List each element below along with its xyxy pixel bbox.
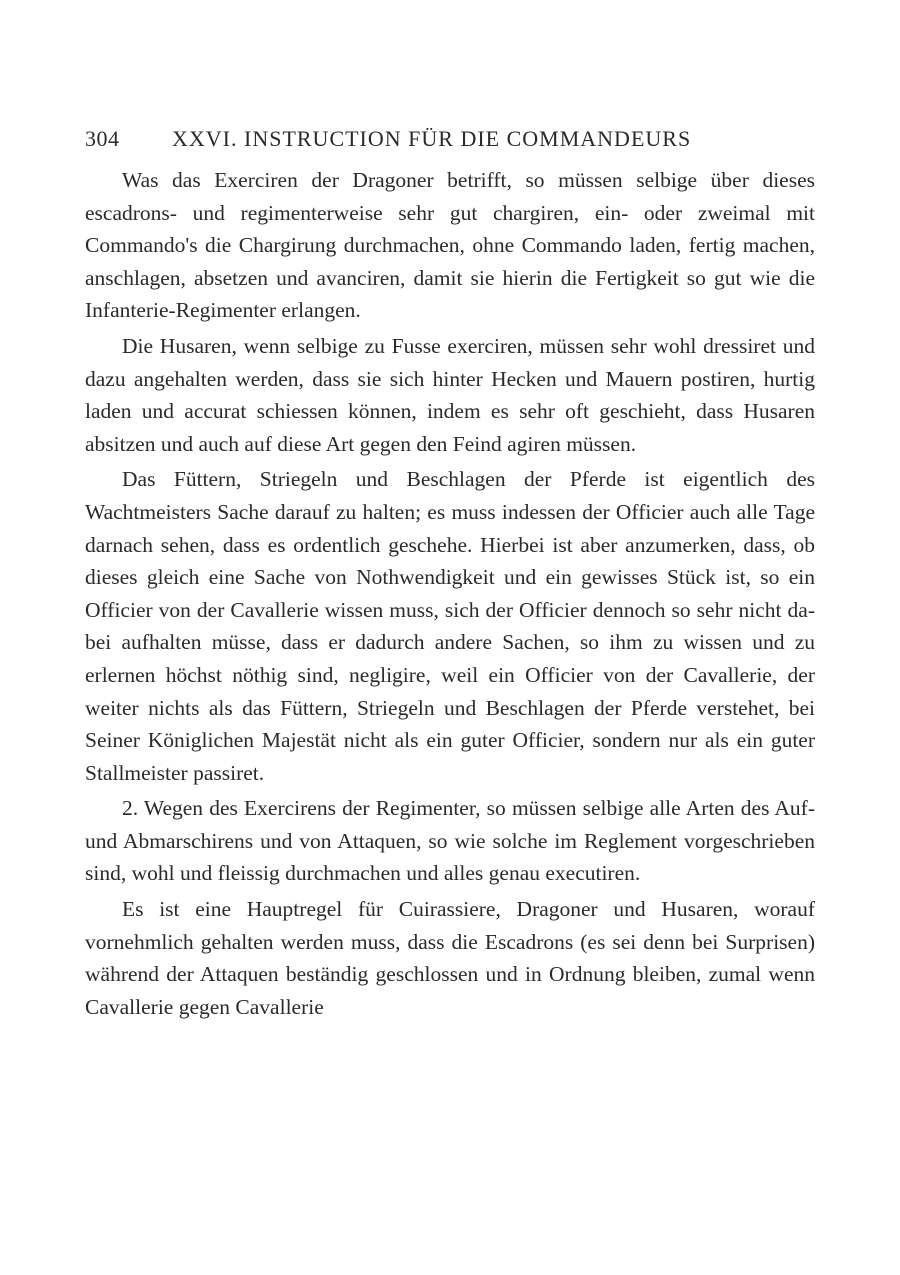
paragraph-dragoner-exercise: Was das Exerciren der Dragoner betrifft, so müssen selbige über dieses escadrons- und regimenterweise sehr gut chargiren, ein- oder zweimal mit Commando's die Chargirung durchmachen, ohne Commando laden, fertig machen, anschlagen, absetzen und avanciren, damit sie hierin die Fertigkeit so gut wie die Infanterie-Regimenter erlangen. [85, 168, 815, 323]
paragraph-hauptregel: Es ist eine Hauptregel für Cuirassiere, Dragoner und Husaren, worauf vornehmlich gehalten werden muss, dass die Escadrons (es sei denn bei Surprisen) während der Attaquen beständig geschlossen und in Ordnung bleiben, zumal wenn Cavallerie gegen Cavallerie [85, 897, 815, 1019]
paragraph-exerciren-regimenter: 2. Wegen des Exercirens der Regimenter, so müssen selbige alle Arten des Auf- und Abmarschirens und von Attaquen, so wie solche im Reglement vorgeschrieben sind, wohl und fleissig durchmachen und alles genau executiren. [85, 796, 815, 886]
page-number: 304 [85, 126, 120, 151]
paragraph-pferde-pflege: Das Füttern, Striegeln und Beschlagen der Pferde ist eigentlich des Wachtmeisters Sache darauf zu halten; es muss indessen der Officier auch alle Tage darnach sehen, dass es ordentlich geschehe. Hierbei ist aber anzumerken, dass, ob dieses gleich eine Sache von Nothwendigkeit und ein gewisses Stück ist, so ein Officier von der Cavallerie wissen muss, sich der Officier dennoch so sehr nicht dabei aufhalten müsse, dass er dadurch andere Sachen, so ihm zu wissen und zu erlernen höchst nöthig sind, negligire, weil ein Officier von der Cavallerie, der weiter nichts als das Füttern, Striegeln und Beschlagen der Pferde verstehet, bei Seiner Königlichen Majestät nicht als ein guter Officier, sondern nur als ein guter Stallmeister passiret. [85, 467, 815, 785]
paragraph-husaren-fusse: Die Husaren, wenn selbige zu Fusse exerciren, müssen sehr wohl dressiret und dazu angehalten werden, dass sie sich hinter Hecken und Mauern postiren, hurtig laden und accurat schiessen können, indem es sehr oft geschieht, dass Husaren absitzen und auch auf diese Art gegen den Feind agiren müssen. [85, 333, 815, 456]
body-text [85, 164, 815, 1023]
book-page [85, 122, 815, 1023]
running-head [85, 122, 815, 156]
chapter-header-title: XXVI. INSTRUCTION FÜR DIE COMMANDEURS [172, 126, 692, 151]
